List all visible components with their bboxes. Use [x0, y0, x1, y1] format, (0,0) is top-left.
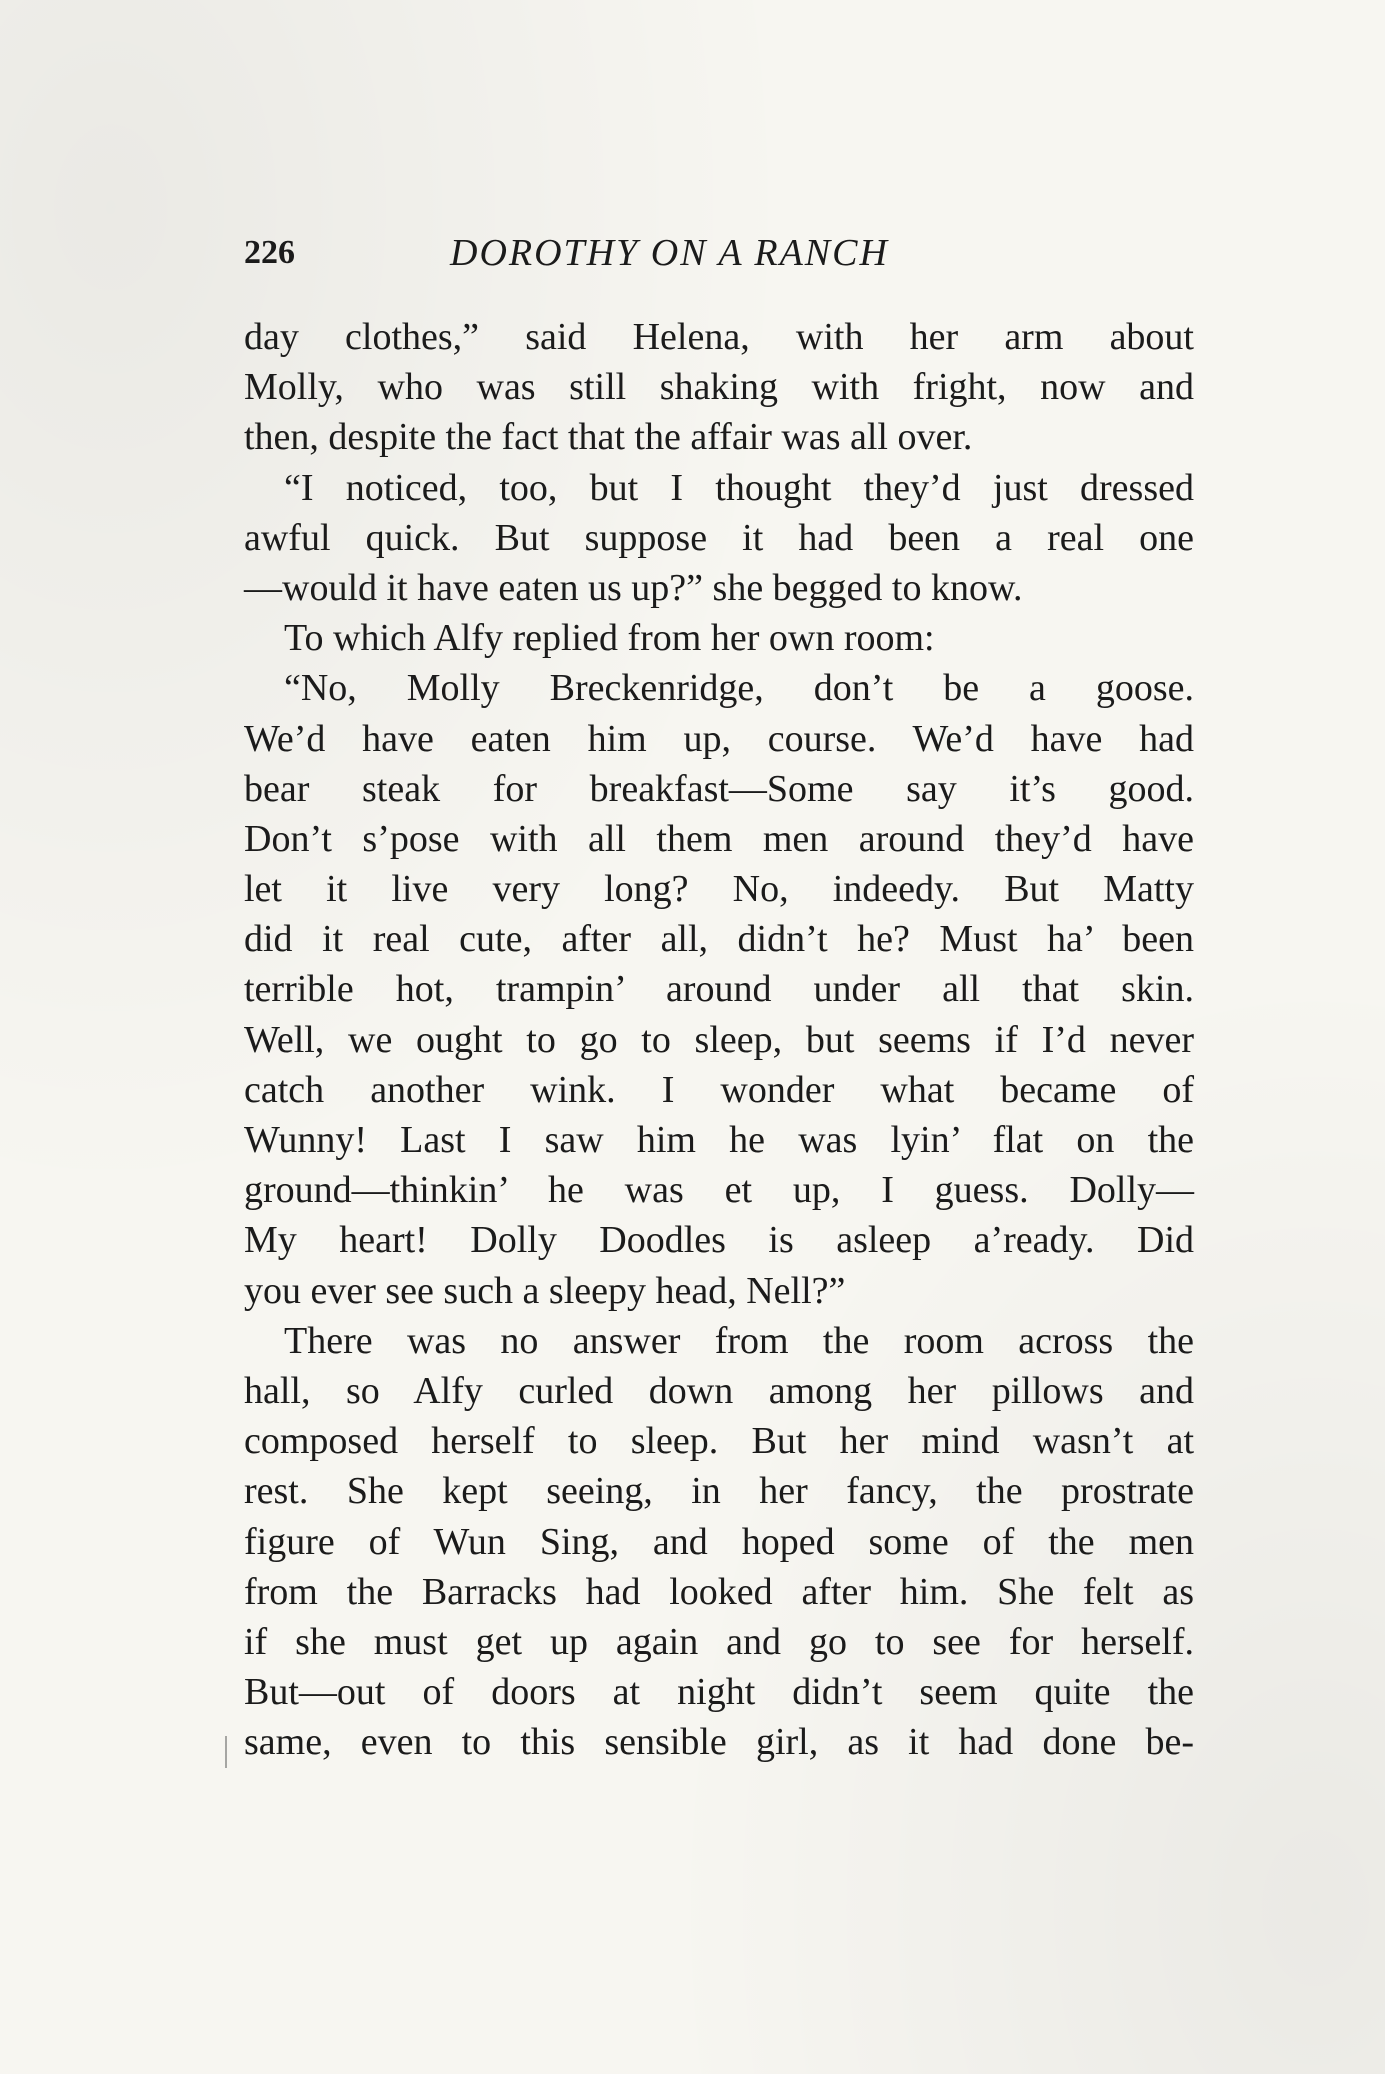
text-line: then, despite the fact that the affair was all over. [244, 416, 973, 459]
text-line: rest. She kept seeing, in her fancy, the prostrate [244, 1470, 1194, 1513]
text-line: Don’t s’pose with all them men around they’d have [244, 817, 1194, 860]
text-line: let it live very long? No, indeedy. But Matty [244, 868, 1194, 911]
text-line: bear steak for breakfast—Some say it’s good. [244, 767, 1194, 810]
text-line: Molly, who was still shaking with fright, now and [244, 366, 1194, 409]
text-line: —would it have eaten us up?” she begged to know. [244, 566, 1023, 609]
margin-mark [225, 1736, 227, 1768]
text-line: from the Barracks had looked after him. She felt as [244, 1570, 1194, 1613]
text-line: Well, we ought to go to sleep, but seems if I’d never [244, 1018, 1194, 1061]
text-line: same, even to this sensible girl, as it had done be- [244, 1721, 1194, 1764]
text-line: did it real cute, after all, didn’t he? Must ha’ been [244, 918, 1194, 961]
text-line: hall, so Alfy curled down among her pillows and [244, 1369, 1194, 1412]
text-line: But—out of doors at night didn’t seem quite the [244, 1671, 1194, 1714]
page-header [244, 228, 1194, 278]
text-line: Wunny! Last I saw him he was lyin’ flat on the [244, 1119, 1194, 1161]
text-line: day clothes,” said Helena, with her arm about [244, 316, 1194, 358]
text-line: “No, Molly Breckenridge, don’t be a goose. [284, 667, 1194, 710]
text-line: catch another wink. I wonder what became of [244, 1068, 1194, 1111]
text-line: if she must get up again and go to see for herself. [244, 1620, 1194, 1663]
text-line: you ever see such a sleepy head, Nell?” [244, 1269, 846, 1312]
text-line: figure of Wun Sing, and hoped some of the men [244, 1520, 1194, 1563]
text-line: composed herself to sleep. But her mind wasn’t at [244, 1420, 1194, 1463]
page-number: 226 [244, 234, 295, 271]
text-line: “I noticed, too, but I thought they’d just dressed [284, 466, 1194, 509]
text-line: terrible hot, trampin’ around under all that skin. [244, 968, 1194, 1011]
text-line: My heart! Dolly Doodles is asleep a’ready. Did [244, 1219, 1194, 1262]
text-line: We’d have eaten him up, course. We’d have had [244, 717, 1194, 760]
text-line: To which Alfy replied from her own room: [284, 617, 935, 660]
text-line: There was no answer from the room across the [284, 1319, 1194, 1362]
text-line: ground—thinkin’ he was et up, I guess. Dolly— [244, 1169, 1194, 1212]
running-title: DOROTHY ON A RANCH [450, 232, 889, 274]
body-text [244, 312, 1194, 1767]
text-line: awful quick. But suppose it had been a real one [244, 516, 1194, 559]
